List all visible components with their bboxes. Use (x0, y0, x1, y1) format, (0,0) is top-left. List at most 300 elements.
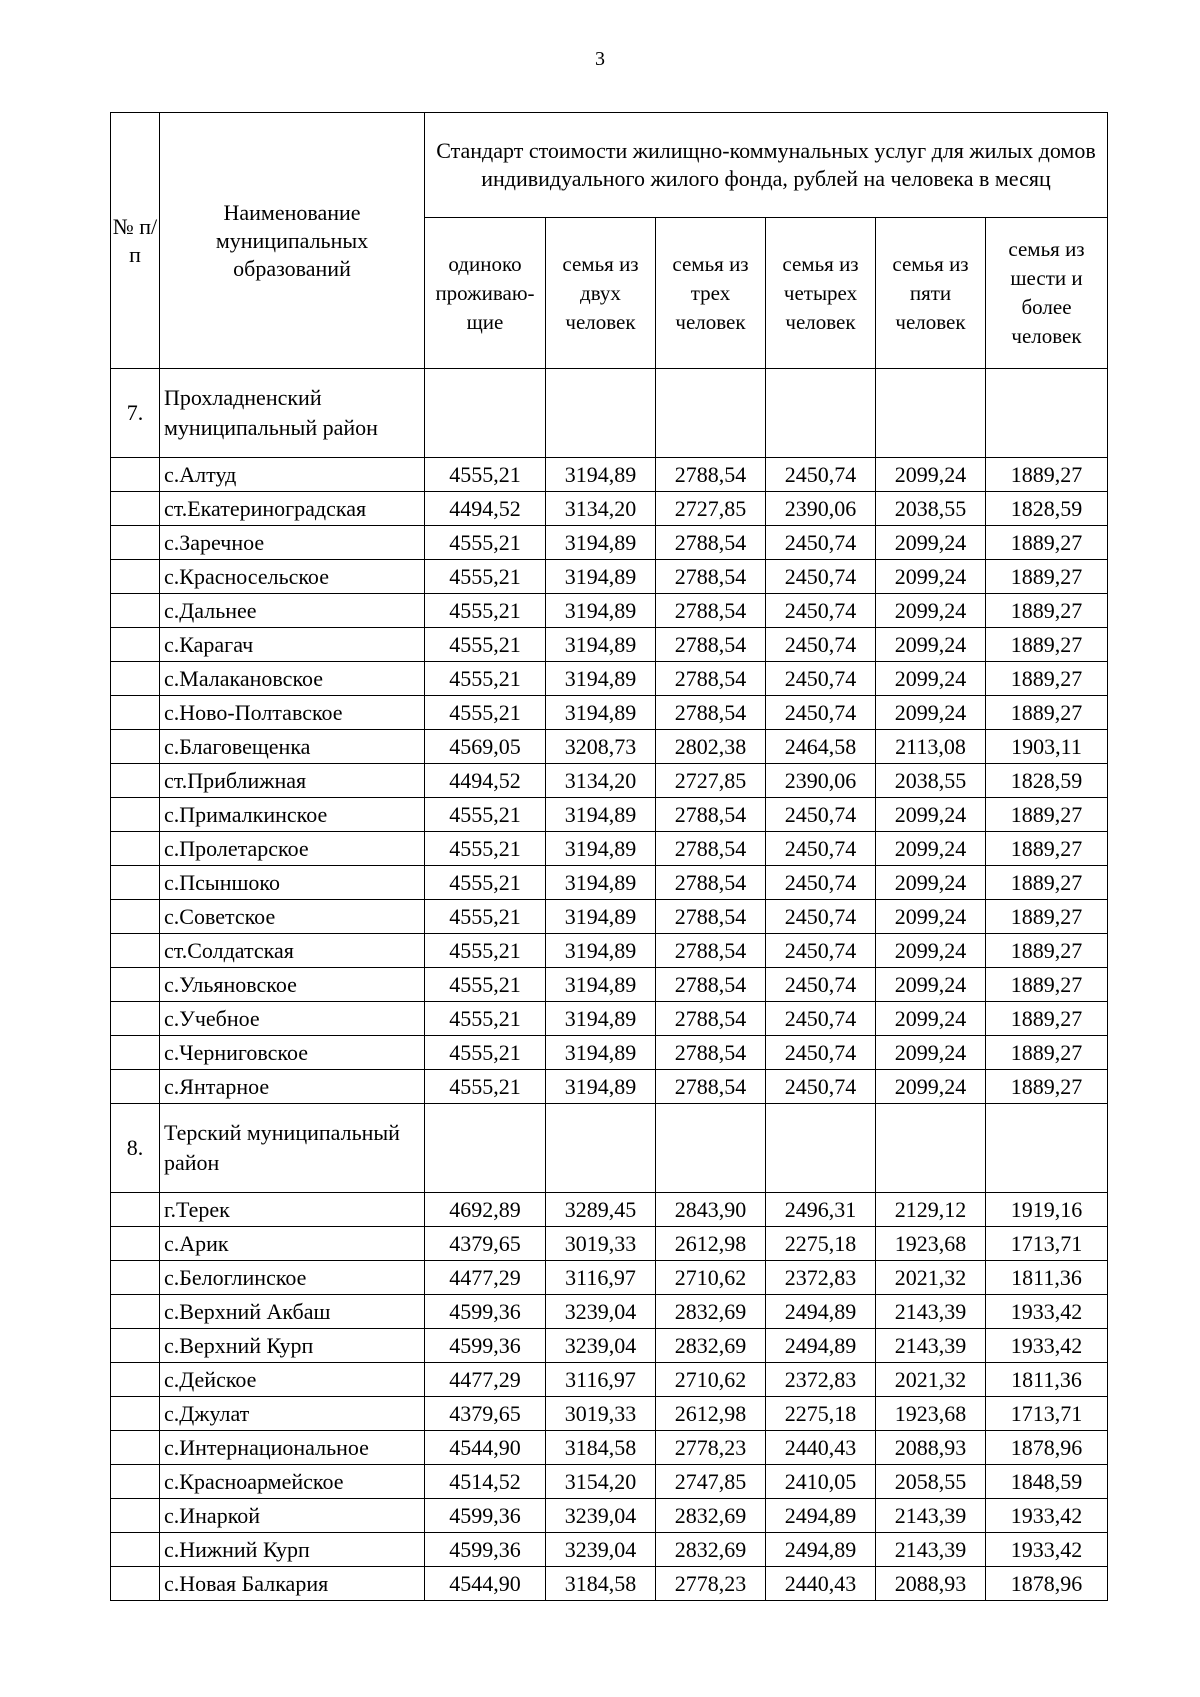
cost-value: 2088,93 (876, 1567, 986, 1601)
settlement-name: с.Ульяновское (160, 968, 425, 1002)
cost-value: 2710,62 (656, 1363, 766, 1397)
cost-value: 4494,52 (425, 492, 546, 526)
cost-value: 2843,90 (656, 1193, 766, 1227)
table-row (111, 764, 1108, 798)
cost-value: 2450,74 (766, 696, 876, 730)
cost-value: 2788,54 (656, 1070, 766, 1104)
row-number-cell (111, 1499, 160, 1533)
cost-value: 1933,42 (986, 1499, 1108, 1533)
cost-value: 4544,90 (425, 1567, 546, 1601)
cost-value: 3194,89 (546, 594, 656, 628)
cost-value: 2788,54 (656, 866, 766, 900)
cost-value: 2496,31 (766, 1193, 876, 1227)
empty-cell (656, 1104, 766, 1193)
table-row (111, 1329, 1108, 1363)
cost-value: 4555,21 (425, 458, 546, 492)
cost-value: 2099,24 (876, 628, 986, 662)
cost-value: 3194,89 (546, 798, 656, 832)
row-number-cell (111, 1533, 160, 1567)
empty-cell (766, 1104, 876, 1193)
row-number-cell (111, 730, 160, 764)
row-number-cell (111, 900, 160, 934)
cost-value: 2099,24 (876, 968, 986, 1002)
cost-value: 3194,89 (546, 526, 656, 560)
cost-value: 1889,27 (986, 934, 1108, 968)
settlement-name: с.Учебное (160, 1002, 425, 1036)
cost-value: 2788,54 (656, 594, 766, 628)
cost-value: 2099,24 (876, 526, 986, 560)
settlement-name: с.Ново-Полтавское (160, 696, 425, 730)
row-number-cell (111, 764, 160, 798)
cost-value: 1933,42 (986, 1295, 1108, 1329)
cost-value: 3116,97 (546, 1363, 656, 1397)
empty-cell (876, 369, 986, 458)
settlement-name: с.Арик (160, 1227, 425, 1261)
table-row (111, 1070, 1108, 1104)
cost-value: 1828,59 (986, 764, 1108, 798)
cost-value: 3116,97 (546, 1261, 656, 1295)
cost-value: 2788,54 (656, 696, 766, 730)
cost-value: 2788,54 (656, 900, 766, 934)
cost-value: 2450,74 (766, 832, 876, 866)
cost-value: 2494,89 (766, 1329, 876, 1363)
empty-cell (766, 369, 876, 458)
cost-value: 2099,24 (876, 1002, 986, 1036)
empty-cell (546, 1104, 656, 1193)
cost-value: 3019,33 (546, 1227, 656, 1261)
cost-value: 4555,21 (425, 832, 546, 866)
cost-value: 4555,21 (425, 866, 546, 900)
cost-value: 2021,32 (876, 1261, 986, 1295)
cost-value: 2099,24 (876, 594, 986, 628)
table-row (111, 934, 1108, 968)
cost-value: 2788,54 (656, 832, 766, 866)
table-row (111, 696, 1108, 730)
cost-value: 1848,59 (986, 1465, 1108, 1499)
table-row (111, 458, 1108, 492)
cost-value: 2143,39 (876, 1533, 986, 1567)
settlement-name: с.Красноармейское (160, 1465, 425, 1499)
cost-value: 2440,43 (766, 1431, 876, 1465)
cost-value: 4514,52 (425, 1465, 546, 1499)
cost-value: 2143,39 (876, 1295, 986, 1329)
empty-cell (876, 1104, 986, 1193)
empty-cell (425, 369, 546, 458)
cost-value: 1923,68 (876, 1227, 986, 1261)
table-row (111, 730, 1108, 764)
section-number: 7. (111, 369, 160, 458)
cost-value: 1878,96 (986, 1567, 1108, 1601)
cost-value: 1828,59 (986, 492, 1108, 526)
cost-value: 4379,65 (425, 1227, 546, 1261)
table-row (111, 1533, 1108, 1567)
cost-value: 3239,04 (546, 1329, 656, 1363)
table-row (111, 1499, 1108, 1533)
cost-value: 2099,24 (876, 900, 986, 934)
cost-value: 4544,90 (425, 1431, 546, 1465)
cost-value: 2464,58 (766, 730, 876, 764)
row-number-cell (111, 560, 160, 594)
cost-value: 2440,43 (766, 1567, 876, 1601)
cost-value: 3154,20 (546, 1465, 656, 1499)
table-row (111, 560, 1108, 594)
cost-value: 2450,74 (766, 628, 876, 662)
cost-value: 2038,55 (876, 492, 986, 526)
settlement-name: с.Джулат (160, 1397, 425, 1431)
cost-value: 4555,21 (425, 1070, 546, 1104)
cost-value: 2788,54 (656, 968, 766, 1002)
header-column-2: семья из двух человек (546, 218, 656, 369)
cost-value: 1923,68 (876, 1397, 986, 1431)
cost-value: 4599,36 (425, 1329, 546, 1363)
settlement-name: с.Верхний Курп (160, 1329, 425, 1363)
cost-value: 3194,89 (546, 968, 656, 1002)
table-row (111, 1295, 1108, 1329)
cost-value: 4494,52 (425, 764, 546, 798)
cost-value: 2450,74 (766, 1036, 876, 1070)
header-column-6: семья из шести и более человек (986, 218, 1108, 369)
cost-value: 3194,89 (546, 1002, 656, 1036)
row-number-cell (111, 1329, 160, 1363)
table-row (111, 968, 1108, 1002)
cost-value: 2494,89 (766, 1499, 876, 1533)
cost-value: 4555,21 (425, 628, 546, 662)
row-number-cell (111, 458, 160, 492)
row-number-cell (111, 628, 160, 662)
table-row (111, 526, 1108, 560)
settlement-name: ст.Солдатская (160, 934, 425, 968)
settlement-name: с.Интернациональное (160, 1431, 425, 1465)
cost-value: 4379,65 (425, 1397, 546, 1431)
cost-value: 1713,71 (986, 1227, 1108, 1261)
cost-value: 2450,74 (766, 560, 876, 594)
table-row (111, 1261, 1108, 1295)
table-header (111, 113, 1108, 369)
row-number-cell (111, 526, 160, 560)
cost-value: 3194,89 (546, 900, 656, 934)
cost-value: 1889,27 (986, 1036, 1108, 1070)
cost-value: 2099,24 (876, 798, 986, 832)
empty-cell (986, 1104, 1108, 1193)
cost-value: 4555,21 (425, 900, 546, 934)
table-row (111, 1227, 1108, 1261)
cost-value: 4599,36 (425, 1295, 546, 1329)
header-column-3: семья из трех человек (656, 218, 766, 369)
cost-value: 1889,27 (986, 968, 1108, 1002)
cost-value: 3194,89 (546, 662, 656, 696)
cost-value: 4555,21 (425, 934, 546, 968)
cost-value: 3134,20 (546, 492, 656, 526)
header-column-1: одиноко проживаю-щие (425, 218, 546, 369)
cost-value: 1889,27 (986, 594, 1108, 628)
cost-value: 2450,74 (766, 526, 876, 560)
settlement-name: с.Дальнее (160, 594, 425, 628)
row-number-cell (111, 696, 160, 730)
settlement-name: ст.Екатериноградская (160, 492, 425, 526)
cost-value: 1713,71 (986, 1397, 1108, 1431)
settlement-name: с.Черниговское (160, 1036, 425, 1070)
settlement-name: с.Алтуд (160, 458, 425, 492)
settlement-name: с.Пролетарское (160, 832, 425, 866)
header-group-title: Стандарт стоимости жилищно-коммунальных услуг для жилых домов индивидуального жилого фонда, рублей на человека в месяц (425, 113, 1108, 218)
cost-value: 1889,27 (986, 696, 1108, 730)
section-name: Терский муниципальный район (160, 1104, 425, 1193)
cost-value: 2832,69 (656, 1295, 766, 1329)
cost-value: 4555,21 (425, 594, 546, 628)
cost-value: 2788,54 (656, 798, 766, 832)
cost-value: 2788,54 (656, 662, 766, 696)
table-row (111, 832, 1108, 866)
settlement-name: с.Красносельское (160, 560, 425, 594)
table-row (111, 866, 1108, 900)
page-number: 3 (595, 48, 605, 70)
cost-value: 2450,74 (766, 900, 876, 934)
cost-value: 2450,74 (766, 934, 876, 968)
cost-value: 2038,55 (876, 764, 986, 798)
cost-value: 2099,24 (876, 1036, 986, 1070)
cost-value: 1933,42 (986, 1329, 1108, 1363)
cost-value: 3134,20 (546, 764, 656, 798)
cost-value: 2788,54 (656, 526, 766, 560)
cost-value: 2275,18 (766, 1227, 876, 1261)
row-number-cell (111, 492, 160, 526)
table-row (111, 1465, 1108, 1499)
cost-value: 1889,27 (986, 1002, 1108, 1036)
cost-value: 4555,21 (425, 696, 546, 730)
cost-value: 3194,89 (546, 458, 656, 492)
cost-value: 3194,89 (546, 696, 656, 730)
settlement-name: с.Инаркой (160, 1499, 425, 1533)
cost-value: 2450,74 (766, 458, 876, 492)
settlement-name: с.Нижний Курп (160, 1533, 425, 1567)
cost-value: 2129,12 (876, 1193, 986, 1227)
cost-value: 2450,74 (766, 866, 876, 900)
settlement-name: с.Янтарное (160, 1070, 425, 1104)
cost-value: 2778,23 (656, 1431, 766, 1465)
table-body (111, 369, 1108, 1601)
cost-value: 3194,89 (546, 1036, 656, 1070)
cost-value: 2099,24 (876, 560, 986, 594)
table-row (111, 594, 1108, 628)
header-column-5: семья из пяти человек (876, 218, 986, 369)
row-number-cell (111, 1431, 160, 1465)
cost-value: 4555,21 (425, 1002, 546, 1036)
cost-value: 2113,08 (876, 730, 986, 764)
settlement-name: с.Прималкинское (160, 798, 425, 832)
row-number-cell (111, 1567, 160, 1601)
cost-value: 2494,89 (766, 1533, 876, 1567)
row-number-cell (111, 866, 160, 900)
row-number-cell (111, 1261, 160, 1295)
cost-value: 2727,85 (656, 764, 766, 798)
section-row (111, 1104, 1108, 1193)
cost-value: 2390,06 (766, 764, 876, 798)
table-row (111, 628, 1108, 662)
cost-value: 1889,27 (986, 560, 1108, 594)
table-row (111, 1363, 1108, 1397)
table-row (111, 1036, 1108, 1070)
cost-value: 1919,16 (986, 1193, 1108, 1227)
cost-value: 1889,27 (986, 1070, 1108, 1104)
row-number-cell (111, 594, 160, 628)
empty-cell (425, 1104, 546, 1193)
cost-value: 3239,04 (546, 1533, 656, 1567)
row-number-cell (111, 1397, 160, 1431)
cost-value: 2450,74 (766, 662, 876, 696)
cost-value: 3239,04 (546, 1499, 656, 1533)
cost-value: 2788,54 (656, 1036, 766, 1070)
cost-value: 2788,54 (656, 560, 766, 594)
cost-value: 2710,62 (656, 1261, 766, 1295)
row-number-cell (111, 934, 160, 968)
cost-value: 2143,39 (876, 1499, 986, 1533)
cost-value: 2275,18 (766, 1397, 876, 1431)
cost-value: 1889,27 (986, 458, 1108, 492)
empty-cell (986, 369, 1108, 458)
cost-value: 3194,89 (546, 934, 656, 968)
settlement-name: с.Новая Балкария (160, 1567, 425, 1601)
cost-value: 3194,89 (546, 866, 656, 900)
header-column-4: семья из четырех человек (766, 218, 876, 369)
row-number-cell (111, 1295, 160, 1329)
header-number-column: № п/п (111, 113, 160, 369)
cost-value: 2390,06 (766, 492, 876, 526)
cost-value: 3194,89 (546, 832, 656, 866)
cost-value: 2747,85 (656, 1465, 766, 1499)
cost-value: 2450,74 (766, 594, 876, 628)
row-number-cell (111, 1002, 160, 1036)
empty-cell (546, 369, 656, 458)
settlement-name: с.Белоглинское (160, 1261, 425, 1295)
cost-value: 2021,32 (876, 1363, 986, 1397)
section-number: 8. (111, 1104, 160, 1193)
cost-value: 1889,27 (986, 866, 1108, 900)
cost-value: 3194,89 (546, 1070, 656, 1104)
cost-value: 2099,24 (876, 866, 986, 900)
cost-value: 2099,24 (876, 1070, 986, 1104)
cost-value: 3239,04 (546, 1295, 656, 1329)
cost-value: 2612,98 (656, 1227, 766, 1261)
settlement-name: с.Заречное (160, 526, 425, 560)
row-number-cell (111, 798, 160, 832)
cost-value: 1878,96 (986, 1431, 1108, 1465)
cost-value: 3289,45 (546, 1193, 656, 1227)
cost-value: 1889,27 (986, 900, 1108, 934)
settlement-name: с.Малакановское (160, 662, 425, 696)
housing-cost-standard-table (110, 112, 1108, 1601)
cost-value: 1933,42 (986, 1533, 1108, 1567)
cost-value: 2450,74 (766, 968, 876, 1002)
settlement-name: ст.Приближная (160, 764, 425, 798)
settlement-name: с.Карагач (160, 628, 425, 662)
cost-value: 2099,24 (876, 458, 986, 492)
cost-value: 2612,98 (656, 1397, 766, 1431)
cost-value: 4555,21 (425, 1036, 546, 1070)
cost-value: 1903,11 (986, 730, 1108, 764)
cost-value: 2372,83 (766, 1363, 876, 1397)
cost-value: 3194,89 (546, 560, 656, 594)
cost-value: 2832,69 (656, 1499, 766, 1533)
cost-value: 1889,27 (986, 662, 1108, 696)
table-row (111, 1193, 1108, 1227)
table-row (111, 492, 1108, 526)
section-name: Прохладненский муниципальный район (160, 369, 425, 458)
cost-value: 2410,05 (766, 1465, 876, 1499)
settlement-name: с.Советское (160, 900, 425, 934)
cost-value: 1811,36 (986, 1363, 1108, 1397)
cost-value: 4555,21 (425, 526, 546, 560)
cost-value: 3184,58 (546, 1567, 656, 1601)
cost-value: 2788,54 (656, 934, 766, 968)
cost-value: 2450,74 (766, 798, 876, 832)
cost-value: 2099,24 (876, 832, 986, 866)
table-row (111, 798, 1108, 832)
cost-value: 3184,58 (546, 1431, 656, 1465)
cost-value: 4692,89 (425, 1193, 546, 1227)
table-row (111, 1002, 1108, 1036)
table-row (111, 662, 1108, 696)
cost-value: 3208,73 (546, 730, 656, 764)
table-row (111, 1567, 1108, 1601)
cost-value: 4555,21 (425, 662, 546, 696)
cost-value: 4477,29 (425, 1261, 546, 1295)
cost-value: 1889,27 (986, 526, 1108, 560)
table-row (111, 1397, 1108, 1431)
cost-value: 2494,89 (766, 1295, 876, 1329)
cost-value: 3019,33 (546, 1397, 656, 1431)
row-number-cell (111, 968, 160, 1002)
header-name-column: Наименование муниципальных образований (160, 113, 425, 369)
cost-value: 4599,36 (425, 1533, 546, 1567)
cost-value: 2372,83 (766, 1261, 876, 1295)
cost-value: 4569,05 (425, 730, 546, 764)
cost-value: 1889,27 (986, 628, 1108, 662)
cost-value: 1889,27 (986, 832, 1108, 866)
row-number-cell (111, 1036, 160, 1070)
cost-value: 1889,27 (986, 798, 1108, 832)
row-number-cell (111, 1070, 160, 1104)
settlement-name: с.Верхний Акбаш (160, 1295, 425, 1329)
cost-value: 1811,36 (986, 1261, 1108, 1295)
row-number-cell (111, 662, 160, 696)
cost-value: 2778,23 (656, 1567, 766, 1601)
cost-value: 2450,74 (766, 1002, 876, 1036)
row-number-cell (111, 1193, 160, 1227)
row-number-cell (111, 832, 160, 866)
empty-cell (656, 369, 766, 458)
table-row (111, 900, 1108, 934)
cost-value: 2788,54 (656, 1002, 766, 1036)
cost-value: 2058,55 (876, 1465, 986, 1499)
section-row (111, 369, 1108, 458)
cost-value: 2099,24 (876, 696, 986, 730)
cost-value: 2450,74 (766, 1070, 876, 1104)
settlement-name: г.Терек (160, 1193, 425, 1227)
cost-value: 4477,29 (425, 1363, 546, 1397)
row-number-cell (111, 1465, 160, 1499)
row-number-cell (111, 1363, 160, 1397)
cost-value: 2832,69 (656, 1533, 766, 1567)
cost-value: 4599,36 (425, 1499, 546, 1533)
cost-value: 2802,38 (656, 730, 766, 764)
row-number-cell (111, 1227, 160, 1261)
cost-value: 2788,54 (656, 458, 766, 492)
cost-value: 4555,21 (425, 560, 546, 594)
cost-value: 3194,89 (546, 628, 656, 662)
table-row (111, 1431, 1108, 1465)
cost-value: 2099,24 (876, 934, 986, 968)
cost-value: 2788,54 (656, 628, 766, 662)
